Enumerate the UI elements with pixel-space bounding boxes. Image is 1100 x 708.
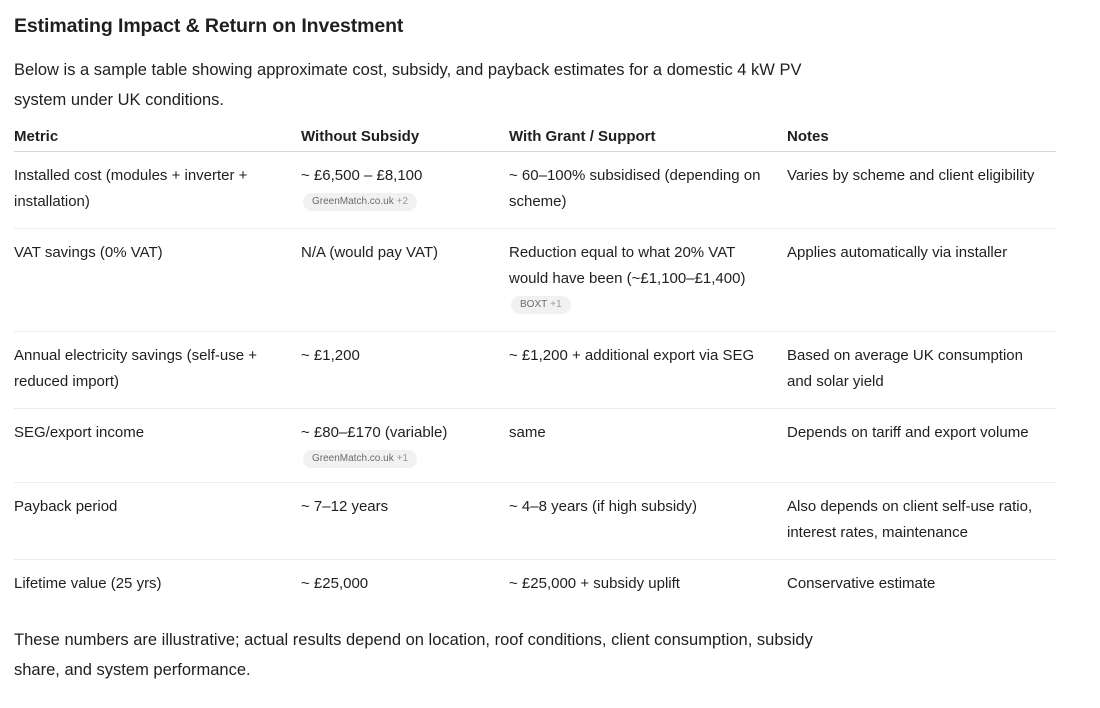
cell-with-grant: ~ 60–100% subsidised (depending on scheme) (509, 152, 787, 229)
column-header-metric: Metric (14, 121, 301, 152)
cell-without-subsidy (301, 152, 509, 229)
citation-source: GreenMatch.co.uk (312, 196, 394, 208)
citation-chip[interactable] (303, 193, 417, 211)
cell-without-subsidy (301, 409, 509, 483)
citation-more: +2 (396, 196, 409, 208)
cell-text: Reduction equal to what 20% VAT would have been (~£1,100–£1,400) (509, 244, 746, 287)
cell-with-grant: same (509, 409, 787, 483)
cell-metric: VAT savings (0% VAT) (14, 229, 301, 332)
cell-without-subsidy: ~ £1,200 (301, 332, 509, 409)
table-row (14, 560, 1056, 611)
column-header-with-grant: With Grant / Support (509, 121, 787, 152)
cell-notes: Based on average UK consumption and solar yield (787, 332, 1056, 409)
cell-without-subsidy: ~ £25,000 (301, 575, 369, 592)
cell-without-subsidy: N/A (would pay VAT) (301, 229, 509, 332)
citation-source: GreenMatch.co.uk (312, 453, 394, 465)
cell-metric: Payback period (14, 483, 301, 560)
cell-notes: Varies by scheme and client eligibility (787, 152, 1056, 229)
column-header-without-subsidy: Without Subsidy (301, 121, 509, 152)
cell-text: ~ £6,500 – £8,100 (301, 167, 423, 184)
outro-paragraph: These numbers are illustrative; actual results depend on location, roof conditions, client consumption, subsidy share, and system performance. (14, 631, 813, 679)
cell-metric: Annual electricity savings (self-use + reduced import) (14, 332, 301, 409)
cell-text: ~ £80–£170 (variable) (301, 424, 448, 441)
intro-paragraph: Below is a sample table showing approximate cost, subsidy, and payback estimates for a domestic 4 kW PV system under UK conditions. (14, 61, 802, 109)
table-header-row (14, 121, 1056, 152)
roi-table (14, 121, 1056, 610)
citation-chip[interactable] (511, 296, 571, 314)
citation-chip[interactable] (303, 450, 417, 468)
cell-with-grant (509, 229, 787, 332)
table-row (14, 229, 1056, 332)
cell-notes: Depends on tariff and export volume (787, 409, 1056, 483)
cell-metric: Installed cost (modules + inverter + installation) (14, 152, 301, 229)
cell-notes: Also depends on client self-use ratio, interest rates, maintenance (787, 483, 1056, 560)
table-row (14, 483, 1056, 560)
table-row (14, 152, 1056, 229)
cell-with-grant: ~ 4–8 years (if high subsidy) (509, 483, 787, 560)
section-heading: Estimating Impact & Return on Investment (14, 15, 404, 37)
cell-without-subsidy: ~ 7–12 years (301, 483, 509, 560)
cell-metric: Lifetime value (25 yrs) (14, 575, 162, 592)
table-row (14, 409, 1056, 483)
cell-notes: Conservative estimate (787, 575, 936, 592)
column-header-notes: Notes (787, 121, 1056, 152)
table-row (14, 332, 1056, 409)
cell-with-grant: ~ £25,000 + subsidy uplift (509, 575, 680, 592)
cell-with-grant: ~ £1,200 + additional export via SEG (509, 332, 787, 409)
cell-metric: SEG/export income (14, 409, 301, 483)
citation-more: +1 (396, 453, 409, 465)
cell-notes: Applies automatically via installer (787, 229, 1056, 332)
citation-more: +1 (550, 299, 562, 311)
citation-source: BOXT (520, 299, 548, 311)
